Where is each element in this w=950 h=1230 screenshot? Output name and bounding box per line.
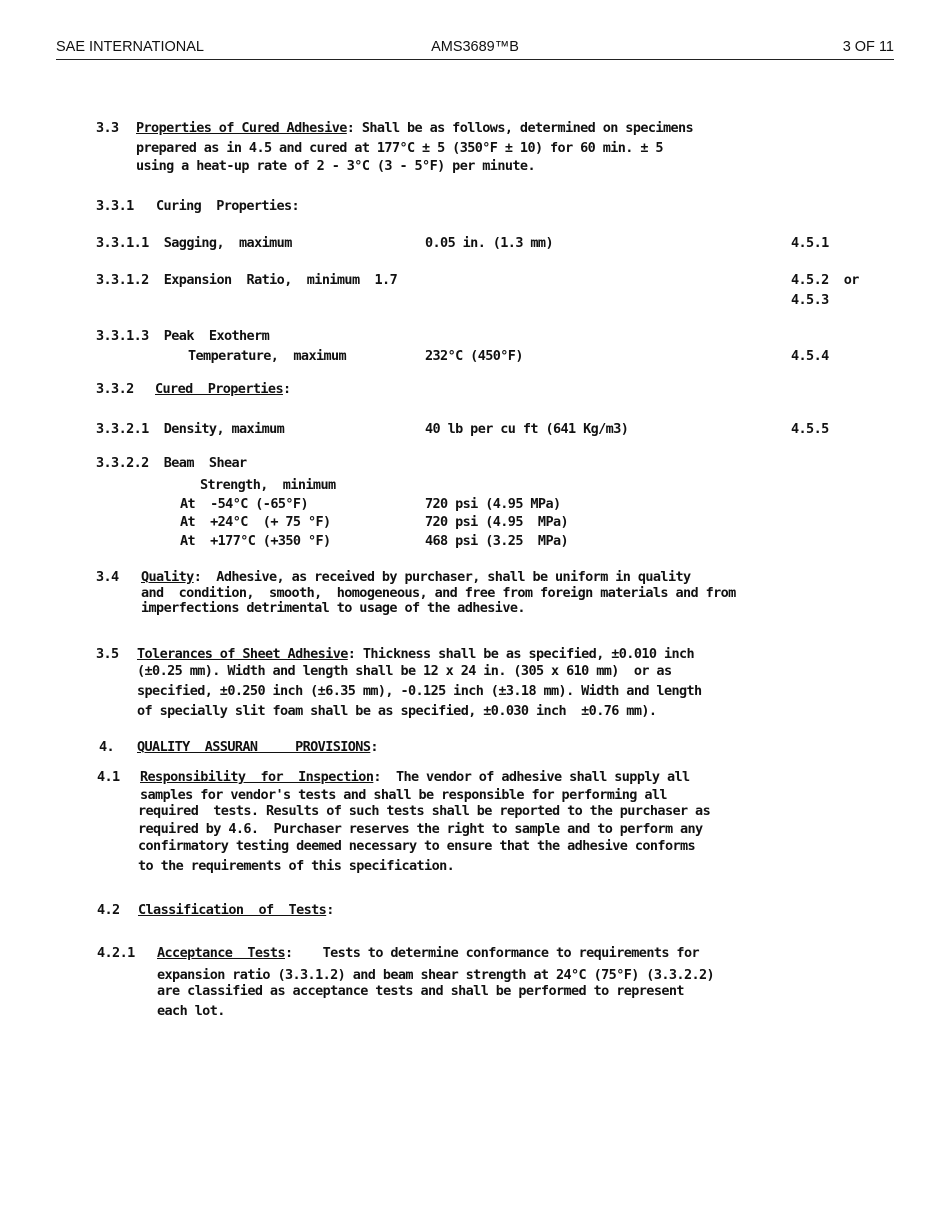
section-4-heading (137, 739, 378, 755)
section-4-title: QUALITY ASSURAN PROVISIONS (137, 739, 371, 755)
section-4-1-number: 4.1 (97, 769, 120, 785)
section-3-3-2-heading (155, 381, 291, 397)
section-4-2-1-line-1 (157, 945, 699, 961)
section-3-5-line-1 (137, 646, 694, 662)
expansion-ratio-label: 3.3.1.2 Expansion Ratio, minimum 1.7 (96, 272, 398, 288)
section-3-4-line-1 (141, 569, 691, 585)
sagging-value: 0.05 in. (1.3 mm) (425, 235, 553, 251)
section-4-2-1-title: Acceptance Tests (157, 945, 285, 961)
section-3-4-title: Quality (141, 569, 194, 585)
section-3-3-line-2: prepared as in 4.5 and cured at 177°C ± 5 (350°F ± 10) for 60 min. ± 5 (136, 140, 663, 156)
density-value: 40 lb per cu ft (641 Kg/m3) (425, 421, 629, 437)
beam-shear-temp: At +24°C (+ 75 °F) (180, 514, 331, 530)
section-4-colon: : (370, 739, 378, 755)
section-4-1-line-2: samples for vendor's tests and shall be responsible for performing all (140, 787, 667, 803)
section-3-4-line-2: and condition, smooth, homogeneous, and free from foreign materials and from (141, 585, 736, 601)
section-4-2-heading (138, 902, 334, 918)
section-3-5-number: 3.5 (96, 646, 119, 662)
section-3-3-2-number: 3.3.2 (96, 381, 134, 397)
beam-shear-value: 720 psi (4.95 MPa) (425, 496, 561, 512)
section-4-2-title: Classification of Tests (138, 902, 327, 918)
section-4-1-line-1 (140, 769, 690, 785)
peak-exotherm-label: 3.3.1.3 Peak Exotherm (96, 328, 270, 344)
beam-shear-value: 468 psi (3.25 MPa) (425, 533, 569, 549)
section-3-3-line-1 (136, 120, 693, 136)
peak-exotherm-value: 232°C (450°F) (425, 348, 523, 364)
section-4-2-number: 4.2 (97, 902, 120, 918)
section-3-3-line-1-rest: : Shall be as follows, determined on specimens (346, 120, 694, 136)
section-3-4-line-1-rest: : Adhesive, as received by purchaser, shall be uniform in quality (193, 569, 691, 585)
section-3-5-title: Tolerances of Sheet Adhesive (137, 646, 348, 662)
density-label: 3.3.2.1 Density, maximum (96, 421, 285, 437)
beam-shear-temp: At +177°C (+350 °F) (180, 533, 331, 549)
section-4-1-line-1-rest: : The vendor of adhesive shall supply all (373, 769, 690, 785)
section-3-3-line-3: using a heat-up rate of 2 - 3°C (3 - 5°F) per minute. (136, 158, 535, 174)
section-4-1-line-4: required by 4.6. Purchaser reserves the right to sample and to perform any (138, 821, 703, 837)
header-rule (56, 59, 894, 60)
header-organization: SAE INTERNATIONAL (56, 39, 204, 55)
peak-exotherm-ref: 4.5.4 (791, 348, 829, 364)
section-4-2-1-line-2: expansion ratio (3.3.1.2) and beam shear strength at 24°C (75°F) (3.3.2.2) (157, 967, 715, 983)
section-4-2-1-line-3: are classified as acceptance tests and shall be performed to represent (157, 983, 684, 999)
expansion-ratio-ref-2: 4.5.3 (791, 292, 829, 308)
sagging-ref: 4.5.1 (791, 235, 829, 251)
section-4-2-1-line-4: each lot. (157, 1003, 225, 1019)
section-3-3-2-colon: : (282, 381, 291, 397)
section-4-2-colon: : (326, 902, 334, 918)
beam-shear-label-2: Strength, minimum (200, 477, 336, 493)
section-3-3-1-number: 3.3.1 (96, 198, 134, 214)
section-3-5-line-1-rest: : Thickness shall be as specified, ±0.010 inch (347, 646, 695, 662)
section-4-2-1-line-1-rest: : Tests to determine conformance to requirements for (284, 945, 700, 961)
section-4-1-line-5: confirmatory testing deemed necessary to ensure that the adhesive conforms (138, 838, 696, 854)
beam-shear-label: 3.3.2.2 Beam Shear (96, 455, 247, 471)
beam-shear-temp: At -54°C (-65°F) (180, 496, 308, 512)
section-3-4-line-3: imperfections detrimental to usage of the adhesive. (141, 600, 525, 616)
section-3-5-line-3: specified, ±0.250 inch (±6.35 mm), -0.125 inch (±3.18 mm). Width and length (137, 683, 702, 699)
peak-exotherm-label-2: Temperature, maximum (188, 348, 347, 364)
sagging-label: 3.3.1.1 Sagging, maximum (96, 235, 292, 251)
section-4-1-title: Responsibility for Inspection (140, 769, 374, 785)
section-3-5-line-4: of specially slit foam shall be as specified, ±0.030 inch ±0.76 mm). (137, 703, 657, 719)
header-document-id: AMS3689™B (431, 39, 519, 55)
section-3-3-number: 3.3 (96, 120, 119, 136)
section-4-2-1-number: 4.2.1 (97, 945, 135, 961)
section-3-3-2-title: Cured Properties (155, 381, 283, 397)
section-4-1-line-6: to the requirements of this specification. (138, 858, 455, 874)
header-page-number: 3 OF 11 (842, 39, 894, 55)
section-3-3-title: Properties of Cured Adhesive (136, 120, 347, 136)
section-3-3-1-title: Curing Properties: (156, 198, 300, 214)
beam-shear-value: 720 psi (4.95 MPa) (425, 514, 569, 530)
section-4-number: 4. (99, 739, 115, 755)
density-ref: 4.5.5 (791, 421, 829, 437)
expansion-ratio-ref-1: 4.5.2 or (791, 272, 859, 288)
section-3-4-number: 3.4 (96, 569, 119, 585)
section-3-5-line-2: (±0.25 mm). Width and length shall be 12 x 24 in. (305 x 610 mm) or as (137, 663, 672, 679)
section-4-1-line-3: required tests. Results of such tests shall be reported to the purchaser as (138, 803, 711, 819)
